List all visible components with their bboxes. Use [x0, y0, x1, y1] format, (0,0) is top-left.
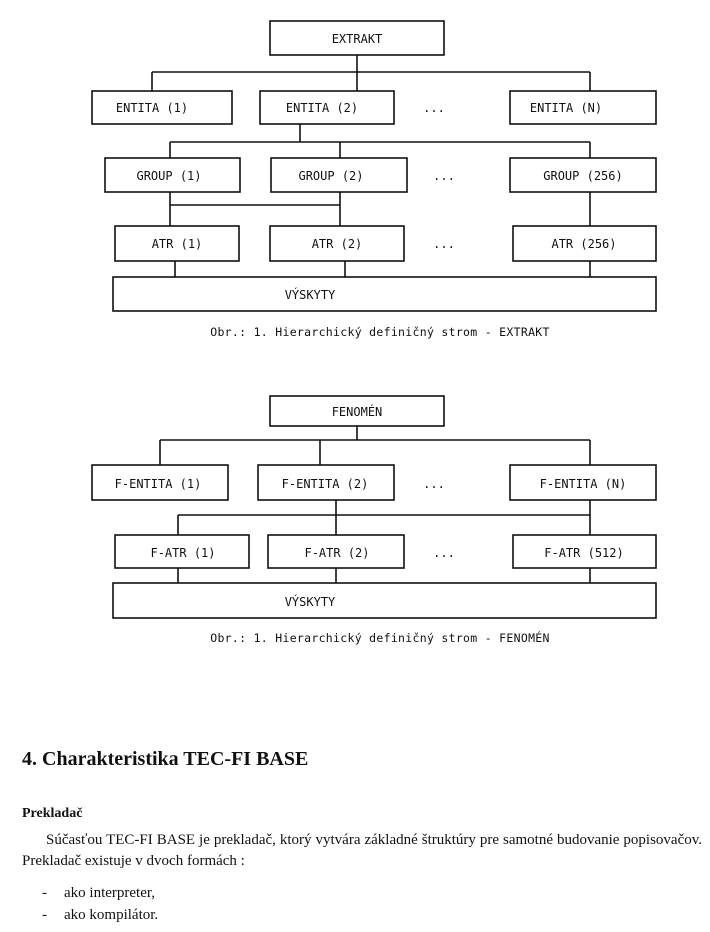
- paragraph-text: Súčasťou TEC-FI BASE je prekladač, ktorý vytvára základné štruktúry pre samotné budovanie popisovačov. Prekladač existuje v dvoch formách :: [22, 832, 702, 869]
- atr-label-2: ATR (2): [311, 237, 363, 251]
- group-node-1: [105, 158, 240, 192]
- paragraph: [22, 830, 702, 872]
- group-label-256: GROUP (256): [543, 169, 623, 183]
- f-entita-label-2: F-ENTITA (2): [281, 477, 369, 491]
- figure-caption: Obr.: 1. Hierarchický definičný strom - EXTRAKT: [210, 325, 550, 339]
- root-label: EXTRAKT: [331, 32, 383, 46]
- extrakt-tree-diagram: [0, 0, 710, 350]
- f-atr-label-2: F-ATR (2): [304, 546, 370, 560]
- list-item-text: ako kompilátor.: [64, 907, 159, 923]
- entita-label-2: ENTITA (2): [285, 101, 359, 115]
- f-atr-label-512: F-ATR (512): [544, 546, 624, 560]
- list-item: [22, 882, 702, 904]
- root-label: FENOMÉN: [331, 405, 383, 419]
- f-atr-node-1: [115, 535, 249, 568]
- root-node: [270, 21, 444, 55]
- atr-label-1: ATR (1): [151, 237, 203, 251]
- figure-caption: Obr.: 1. Hierarchický definičný strom - FENOMÉN: [210, 631, 550, 645]
- entita-label-n: ENTITA (N): [529, 101, 603, 115]
- f-entita-label-1: F-ENTITA (1): [114, 477, 202, 491]
- bullet-dash: -: [42, 885, 47, 901]
- group-label-1: GROUP (1): [136, 169, 202, 183]
- f-atr-label-1: F-ATR (1): [150, 546, 216, 560]
- f-atr-node-512: [513, 535, 656, 568]
- vyskyty-node: [113, 583, 656, 618]
- f-entita-node-2: [258, 465, 394, 500]
- root-node: [270, 396, 444, 426]
- ellipsis: ...: [433, 237, 455, 251]
- atr-label-256: ATR (256): [551, 237, 617, 251]
- vyskyty-node: [113, 277, 656, 311]
- entita-label-1: ENTITA (1): [115, 101, 189, 115]
- ellipsis: ...: [423, 101, 445, 115]
- section-heading: 4. Charakteristika TEC-FI BASE: [22, 748, 309, 770]
- f-entita-node-n: [510, 465, 656, 500]
- group-node-2: [271, 158, 407, 192]
- fenomen-tree-diagram: [0, 380, 710, 660]
- ellipsis: ...: [433, 169, 455, 183]
- entita-node-n: [510, 91, 656, 124]
- vyskyty-label: VÝSKYTY: [284, 595, 336, 609]
- f-atr-node-2: [268, 535, 404, 568]
- f-entita-label-n: F-ENTITA (N): [539, 477, 627, 491]
- group-node-256: [510, 158, 656, 192]
- list-item: [22, 904, 702, 926]
- group-label-2: GROUP (2): [298, 169, 364, 183]
- atr-node-256: [513, 226, 656, 261]
- vyskyty-label: VÝSKYTY: [284, 288, 336, 302]
- entita-node-1: [92, 91, 232, 124]
- bullet-dash: -: [42, 907, 47, 923]
- atr-node-2: [270, 226, 404, 261]
- atr-node-1: [115, 226, 239, 261]
- ellipsis: ...: [423, 477, 445, 491]
- bullet-list: [22, 882, 702, 926]
- f-entita-node-1: [92, 465, 228, 500]
- ellipsis: ...: [433, 546, 455, 560]
- subsection-heading: Prekladač: [22, 806, 83, 821]
- list-item-text: ako interpreter,: [64, 885, 156, 901]
- entita-node-2: [260, 91, 394, 124]
